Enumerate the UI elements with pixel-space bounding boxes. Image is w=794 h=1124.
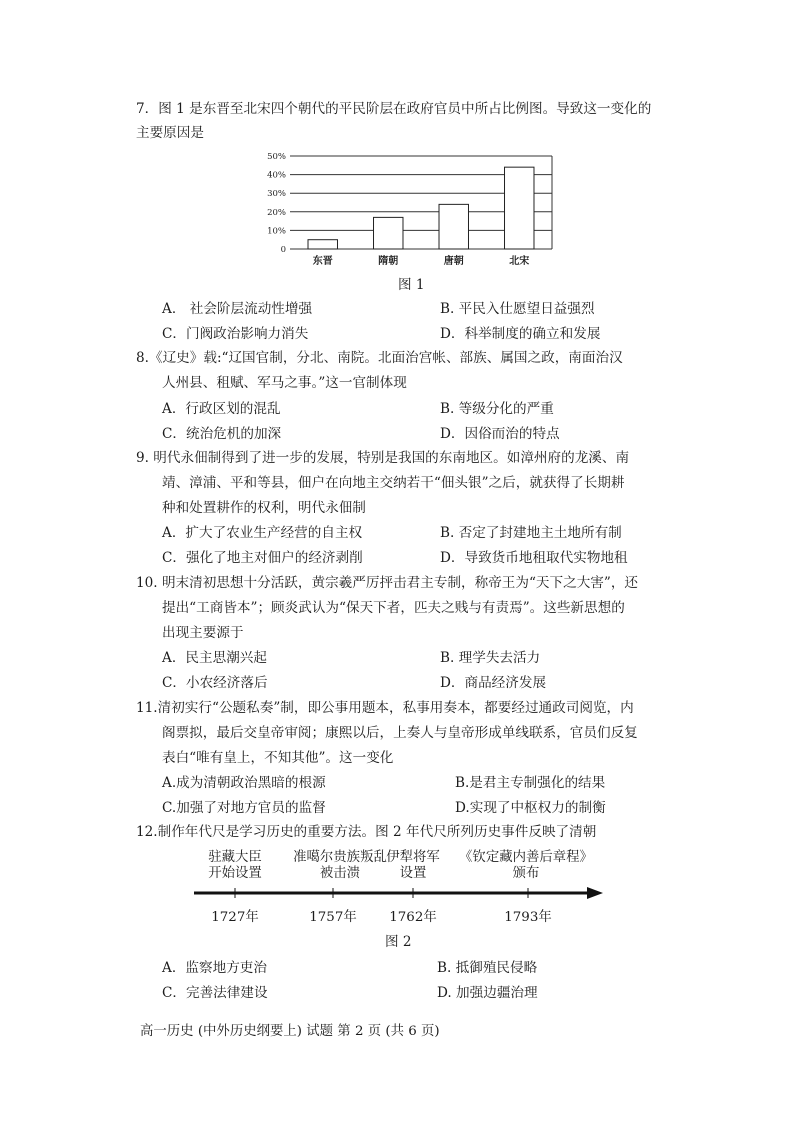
q12-option-c: C．完善法律建设: [162, 985, 268, 1001]
timeline-event-1-line-2: 开始设置: [208, 866, 262, 881]
page-footer: 高一历史 (中外历史纲要上) 试题 第 2 页 (共 6 页): [140, 1024, 440, 1039]
q11-option-a: A.成为清朝政治黑暗的根源: [162, 775, 326, 791]
timeline-event-3-line-2: 设置: [399, 866, 427, 881]
q10-stem-line-3: 出现主要源于: [162, 625, 244, 641]
timeline-event-1-line-1: 驻藏大臣: [208, 850, 262, 865]
chart-bar-3: [439, 204, 468, 249]
q8-option-d: D．因俗而治的特点: [440, 426, 560, 442]
chart-y-tick-label: 20%: [267, 207, 286, 218]
chart-x-tick-label: 东晋: [312, 256, 333, 267]
chart-bar-1: [308, 240, 337, 249]
q10-option-c: C．小农经济落后: [162, 675, 268, 691]
q9-option-c: C．强化了地主对佃户的经济剥削: [162, 550, 363, 566]
q8-stem-line-1: 8.《辽史》载:“辽国官制，分北、南院。北面治宫帐、部族、属国之政，南面治汉: [136, 350, 623, 366]
timeline-year-1727: 1727年: [211, 910, 259, 925]
q9-stem-line-2: 靖、漳浦、平和等县，佃户在向地主交纳若干“佃头银”之后，就获得了长期耕: [162, 475, 625, 491]
q10-stem-line-2: 提出“工商皆本”；顾炎武认为“保天下者，匹夫之贱与有责焉”。这些新思想的: [162, 600, 625, 616]
timeline-event-3: [380, 850, 446, 882]
chart-x-tick-label: 北宋: [509, 256, 530, 267]
q7-option-a: A． 社会阶层流动性增强: [162, 301, 313, 317]
q12-stem-line-1: 12.制作年代尺是学习历史的重要方法。图 2 年代尺所列历史事件反映了清朝: [136, 824, 597, 840]
q12-option-a: A．监察地方吏治: [162, 960, 267, 976]
timeline-axis: [190, 886, 610, 900]
chart-y-tick-label: 40%: [267, 170, 286, 181]
q7-option-b: B. 平民入仕愿望日益强烈: [440, 301, 595, 317]
chart-bars: [308, 167, 534, 249]
timeline-year-1762: 1762年: [389, 910, 437, 925]
chart-bar-4: [505, 167, 534, 249]
chart-y-tick-label: 50%: [267, 152, 286, 162]
timeline-event-2-line-1: 准噶尔贵族叛乱: [293, 850, 387, 865]
figure2-caption: 图 2: [385, 934, 412, 950]
q10-stem-line-1: 10. 明末清初思想十分活跃，黄宗羲严厉抨击君主专制，称帝王为“天下之大害”，还: [136, 575, 639, 591]
q9-option-d: D．导致货币地租取代实物地租: [440, 550, 628, 566]
q7-option-d: D．科举制度的确立和发展: [440, 326, 601, 342]
q8-option-c: C．统治危机的加深: [162, 426, 282, 442]
timeline-event-4: [446, 850, 606, 882]
figure1-bar-chart: [258, 146, 560, 270]
q11-option-b: B.是君主专制强化的结果: [455, 775, 606, 791]
q11-stem-line-1: 11.清初实行“公题私奏”制，即公事用题本，私事用奏本，都要经过通政司阅览，内: [136, 700, 634, 716]
q7-stem-line-1: 7．图 1 是东晋至北宋四个朝代的平民阶层在政府官员中所占比例图。导致这一变化的: [136, 101, 652, 117]
chart-x-tick-labels: [313, 254, 530, 267]
chart-y-tick-label: 0: [280, 245, 286, 255]
timeline-year-1757: 1757年: [309, 910, 357, 925]
timeline-event-3-line-1: 伊犁将军: [386, 850, 440, 865]
q8-option-b: B. 等级分化的严重: [440, 401, 554, 417]
chart-bar-2: [374, 217, 403, 249]
q7-option-c: C．门阀政治影响力消失: [162, 326, 309, 342]
q10-option-d: D．商品经济发展: [440, 675, 547, 691]
figure1-caption: 图 1: [398, 277, 425, 293]
timeline-event-4-line-2: 颁布: [512, 866, 540, 881]
timeline-arrowhead: [587, 887, 603, 899]
q8-stem-line-2: 人州县、租赋、军马之事。”这一官制体现: [162, 375, 407, 391]
q10-option-a: A．民主思潮兴起: [162, 650, 267, 666]
chart-y-tick-labels: [267, 152, 286, 255]
figure2-timeline: [190, 850, 610, 930]
q11-option-c: C.加强了对地方官员的监督: [162, 800, 326, 816]
q11-stem-line-2: 阁票拟，最后交皇帝审阅；康熙以后，上奏人与皇帝形成单线联系，官员们反复: [162, 725, 638, 741]
chart-y-tick-label: 30%: [267, 189, 286, 200]
q12-option-d: D. 加强边疆治理: [437, 985, 538, 1001]
q9-stem-line-3: 种和处置耕作的权利，明代永佃制: [162, 500, 366, 516]
timeline-year-1793: 1793年: [504, 910, 552, 925]
q11-stem-line-3: 表白“唯有皇上，不知其他”。这一变化: [162, 750, 394, 766]
timeline-event-1: [190, 850, 280, 882]
timeline-event-2-line-2: 被击溃: [319, 866, 361, 881]
timeline-event-4-line-1: 《钦定藏内善后章程》: [459, 850, 593, 865]
q9-option-a: A．扩大了农业生产经营的自主权: [162, 525, 363, 541]
chart-y-tick-label: 10%: [267, 226, 286, 237]
q12-option-b: B. 抵御殖民侵略: [437, 960, 538, 976]
timeline-event-2: [285, 850, 395, 882]
q10-option-b: B. 理学失去活力: [440, 650, 541, 666]
q9-option-b: B. 否定了封建地主土地所有制: [440, 525, 622, 541]
q9-stem-line-1: 9. 明代永佃制得到了进一步的发展，特别是我国的东南地区。如漳州府的龙溪、南: [136, 450, 630, 466]
q7-stem-line-2: 主要原因是: [136, 125, 204, 141]
q11-option-d: D.实现了中枢权力的制衡: [455, 800, 606, 816]
chart-x-tick-label: 唐朝: [443, 256, 464, 267]
chart-x-tick-label: 隋朝: [378, 256, 399, 267]
q8-option-a: A．行政区划的混乱: [162, 401, 281, 417]
